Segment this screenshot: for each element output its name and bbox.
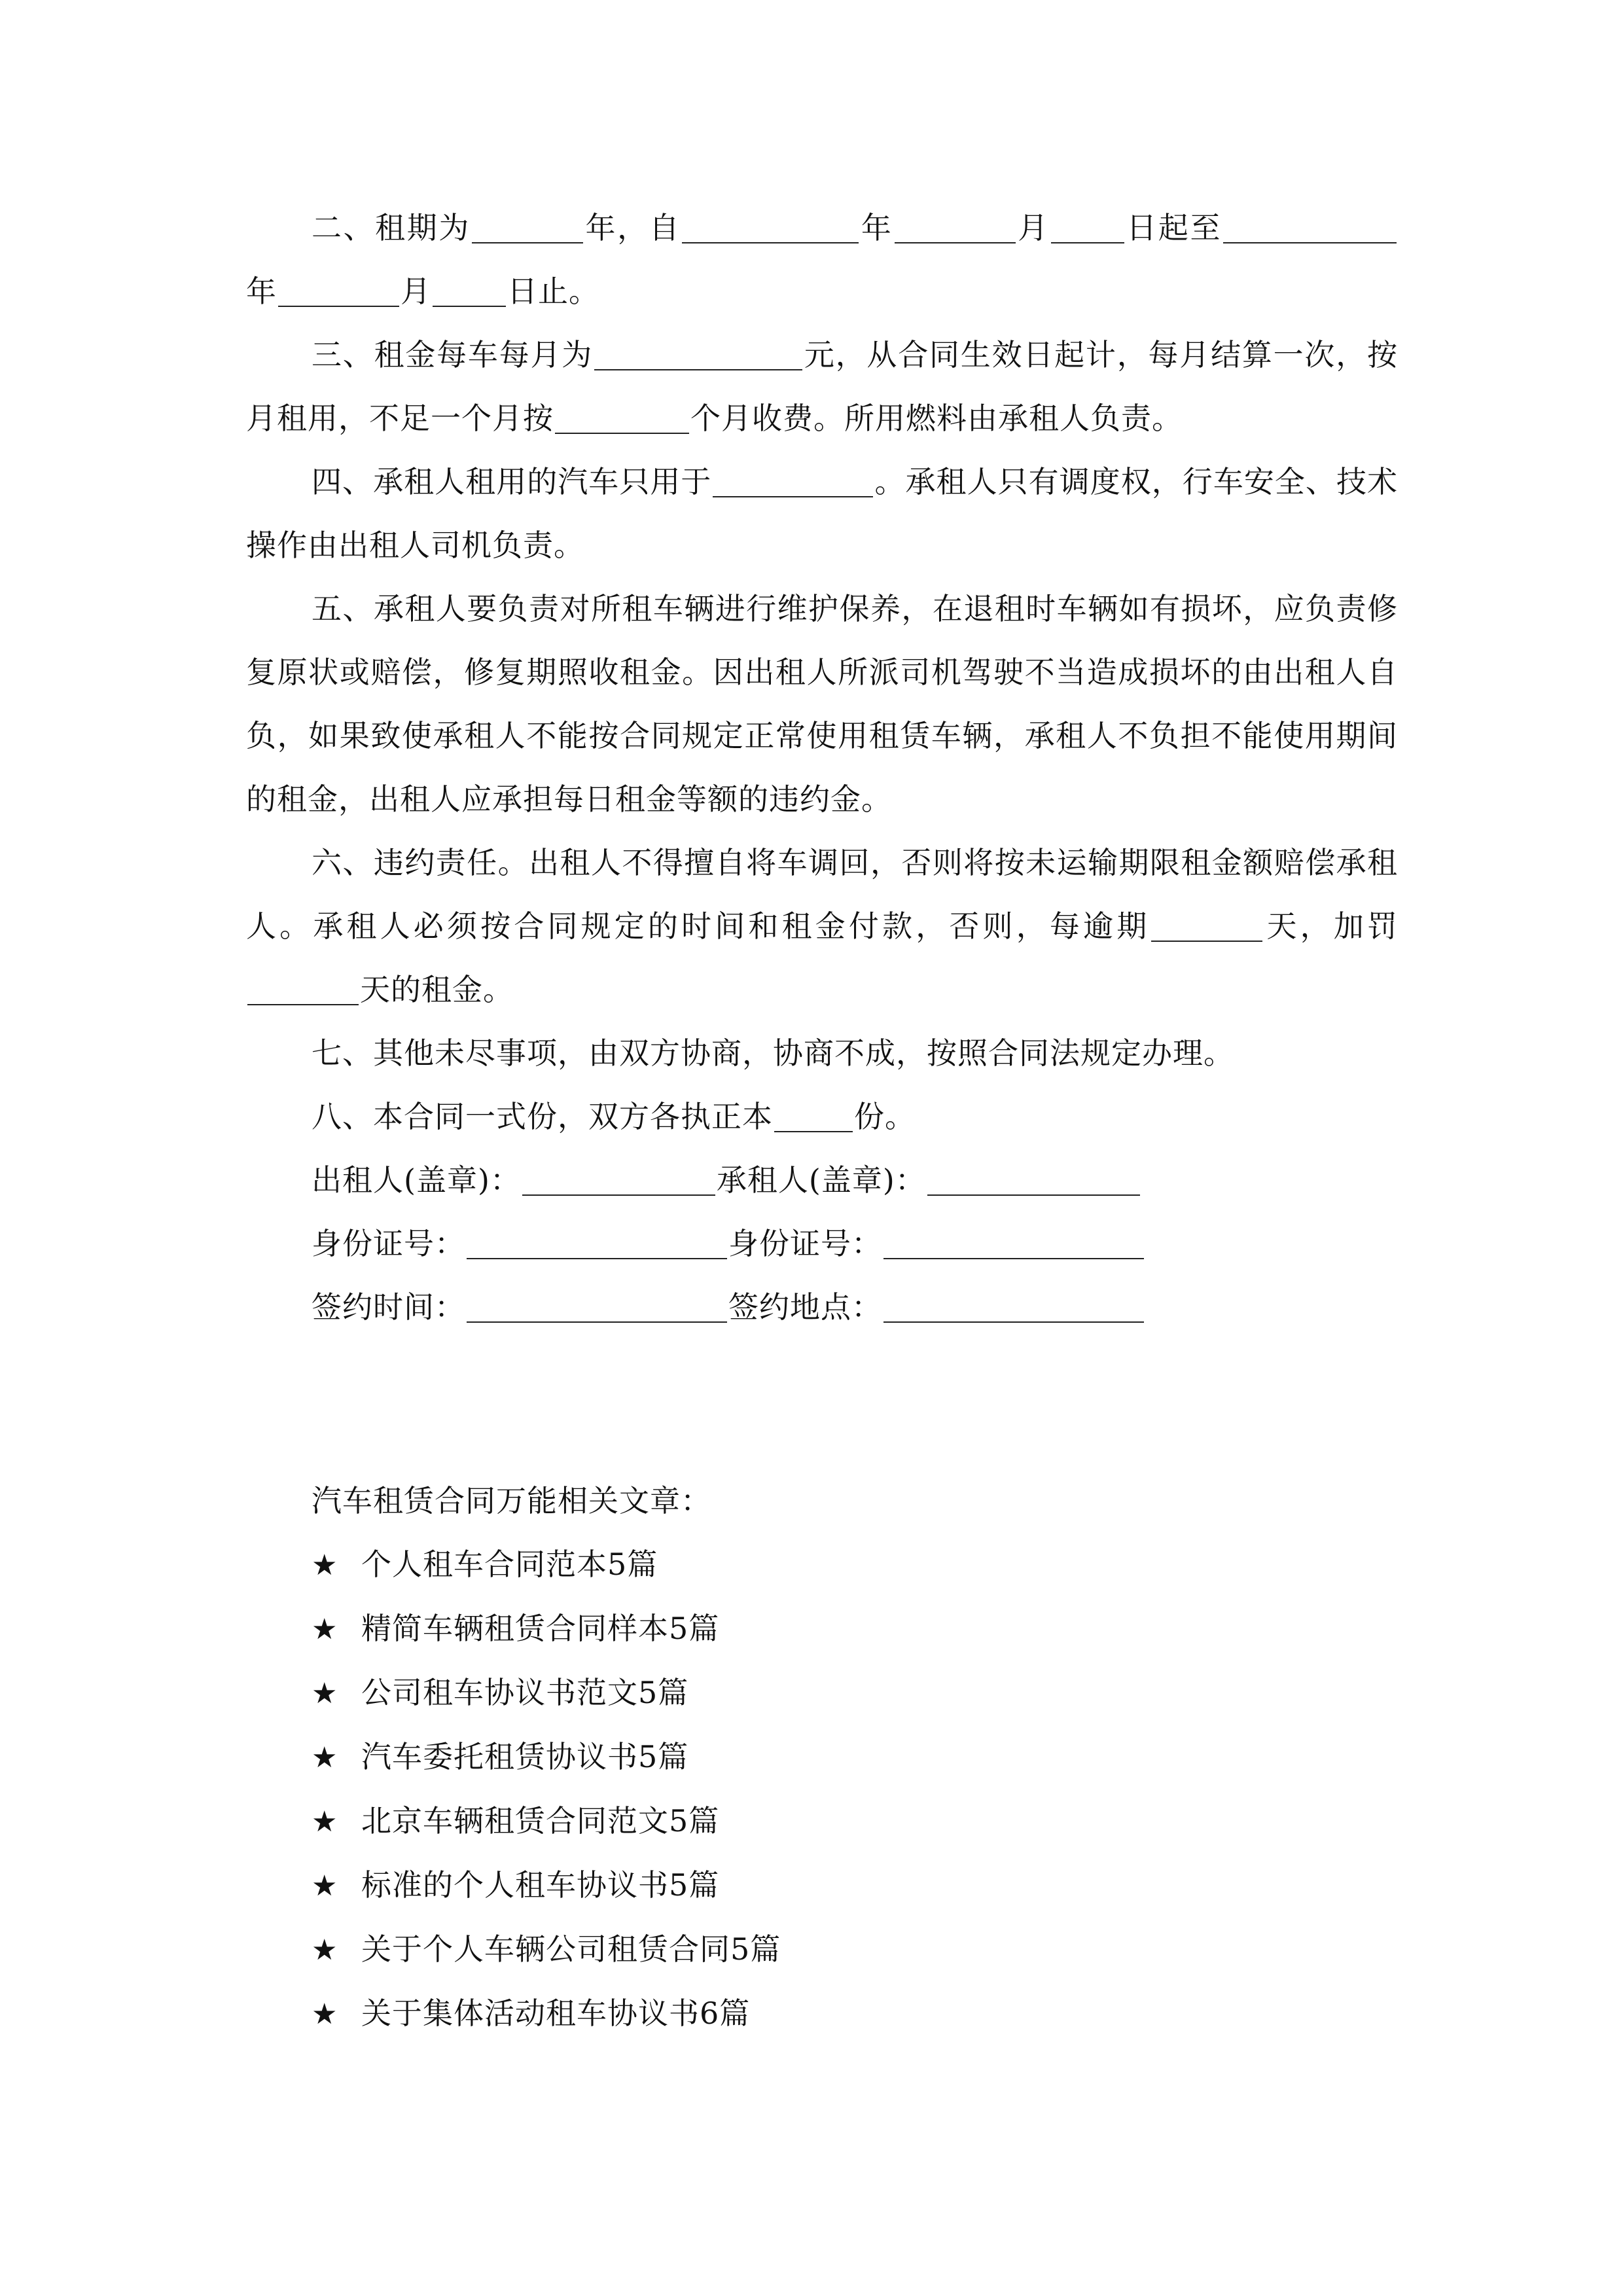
related-article-item[interactable]: [312, 1789, 781, 1854]
related-articles: [312, 1469, 781, 2046]
clause-3: [246, 323, 1398, 450]
related-article-link[interactable]: 关于个人车辆公司租赁合同5篇: [361, 1931, 781, 1967]
lessor-id-label: 身份证号：: [312, 1226, 465, 1261]
related-article-link[interactable]: 标准的个人租车协议书5篇: [361, 1867, 720, 1903]
clause-6-text-b: 天，加罚: [1264, 908, 1399, 944]
clause-6-text-a: 六、违约责任。出租人不得擅自将车调回，否则将按未运输期限租金额赔偿承租人。承租人必须按合同规定的时间和租金付款，否则，每逾期: [246, 845, 1398, 944]
clause-7: 七、其他未尽事项，由双方协商，协商不成，按照合同法规定办理。: [312, 1035, 1234, 1071]
contract-body: [246, 196, 1398, 1339]
sign-time-label: 签约时间：: [312, 1289, 465, 1325]
sign-time-blank: [467, 1321, 727, 1323]
clause-2-text-d: 月: [1016, 210, 1050, 245]
star-icon: ★: [312, 1869, 338, 1903]
partial-month-blank: [555, 432, 689, 434]
related-article-item[interactable]: [312, 1661, 781, 1725]
start-year-blank: [682, 242, 859, 243]
sign-place-blank: [883, 1321, 1144, 1323]
clause-8: [246, 1085, 1398, 1149]
star-icon: ★: [312, 1933, 338, 1967]
related-article-link[interactable]: 汽车委托租赁协议书5篇: [361, 1739, 689, 1774]
related-article-item[interactable]: [312, 1854, 781, 1918]
star-icon: ★: [312, 1998, 338, 2031]
clause-2-text-g: 月: [401, 274, 431, 309]
related-article-link[interactable]: 公司租车协议书范文5篇: [361, 1675, 689, 1710]
end-year-blank: [1223, 242, 1397, 243]
clause-3-text-b: 元，从合同生效日起计，每月结算一次，按月租用，不足一个月按: [246, 337, 1399, 436]
clause-4: [246, 450, 1398, 577]
related-article-item[interactable]: [312, 1597, 781, 1661]
penalty-days-blank: [247, 1003, 359, 1005]
lease-years-blank: [472, 242, 583, 243]
clause-8-text-a: 八、本合同一式份，双方各执正本: [312, 1099, 773, 1134]
lessee-id-blank: [883, 1257, 1144, 1259]
clause-4-text-a: 四、承租人租用的汽车只用于: [312, 464, 712, 499]
overdue-days-blank: [1151, 940, 1262, 942]
clause-2-text-c: 年: [860, 210, 893, 245]
clause-2: [246, 196, 1398, 323]
clause-2-text-b: 年，自: [584, 210, 681, 245]
related-articles-title: 汽车租赁合同万能相关文章：: [312, 1483, 711, 1518]
related-articles-list: [312, 1533, 781, 2046]
clause-2-text-f: 年: [246, 274, 277, 309]
related-article-link[interactable]: 北京车辆租赁合同范文5篇: [361, 1803, 720, 1839]
clause-8-text-b: 份。: [854, 1099, 916, 1134]
usage-purpose-blank: [713, 495, 873, 497]
clause-5: 五、承租人要负责对所租车辆进行维护保养，在退租时车辆如有损坏，应负责修复原状或赔偿，修复期照收租金。因出租人所派司机驾驶不当造成损坏的由出租人自负，如果致使承租人不能按合同规定正常使用租赁车辆，承租人不负担不能使用期间的租金，出租人应承担每日租金等额的违约金。: [246, 591, 1398, 817]
lessor-seal-label: 出租人(盖章)：: [312, 1162, 521, 1198]
related-article-link[interactable]: 精简车辆租赁合同样本5篇: [361, 1611, 720, 1646]
clause-2-text-h: 日止。: [507, 274, 599, 309]
end-day-blank: [433, 305, 506, 307]
clause-2-text-e: 日起至: [1125, 210, 1222, 245]
clause-4-text-b: 。承租人只有调度权，行车安全、技术操作由出租人司机负责。: [246, 464, 1399, 563]
related-article-item[interactable]: [312, 1918, 781, 1982]
star-icon: ★: [312, 1741, 338, 1774]
clause-3-text-a: 三、租金每车每月为: [312, 337, 594, 372]
star-icon: ★: [312, 1549, 338, 1582]
copies-blank: [774, 1130, 853, 1132]
lessor-seal-blank: [522, 1194, 715, 1196]
star-icon: ★: [312, 1805, 338, 1839]
related-article-item[interactable]: [312, 1982, 781, 2046]
clause-3-text-c: 个月收费。所用燃料由承租人负责。: [690, 401, 1183, 436]
monthly-rent-blank: [594, 368, 802, 370]
start-day-blank: [1051, 242, 1124, 243]
lessee-seal-label: 承租人(盖章)：: [716, 1162, 926, 1198]
start-month-blank: [895, 242, 1016, 243]
related-article-link[interactable]: 个人租车合同范本5篇: [361, 1547, 658, 1582]
signature-seal-row: [246, 1149, 1398, 1212]
clause-6-text-c: 天的租金。: [360, 972, 514, 1007]
star-icon: ★: [312, 1613, 338, 1646]
clause-2-text-a: 二、租期为: [312, 210, 471, 245]
related-article-item[interactable]: [312, 1533, 781, 1597]
lessee-seal-blank: [927, 1194, 1140, 1196]
related-article-link[interactable]: 关于集体活动租车协议书6篇: [361, 1996, 751, 2031]
lessee-id-label: 身份证号：: [728, 1226, 882, 1261]
related-article-item[interactable]: [312, 1725, 781, 1789]
sign-place-label: 签约地点：: [728, 1289, 882, 1325]
signature-id-row: [246, 1212, 1398, 1276]
end-month-blank: [278, 305, 399, 307]
clause-6: [246, 831, 1398, 1022]
lessor-id-blank: [467, 1257, 727, 1259]
signature-time-place-row: [246, 1276, 1398, 1339]
star-icon: ★: [312, 1677, 338, 1710]
